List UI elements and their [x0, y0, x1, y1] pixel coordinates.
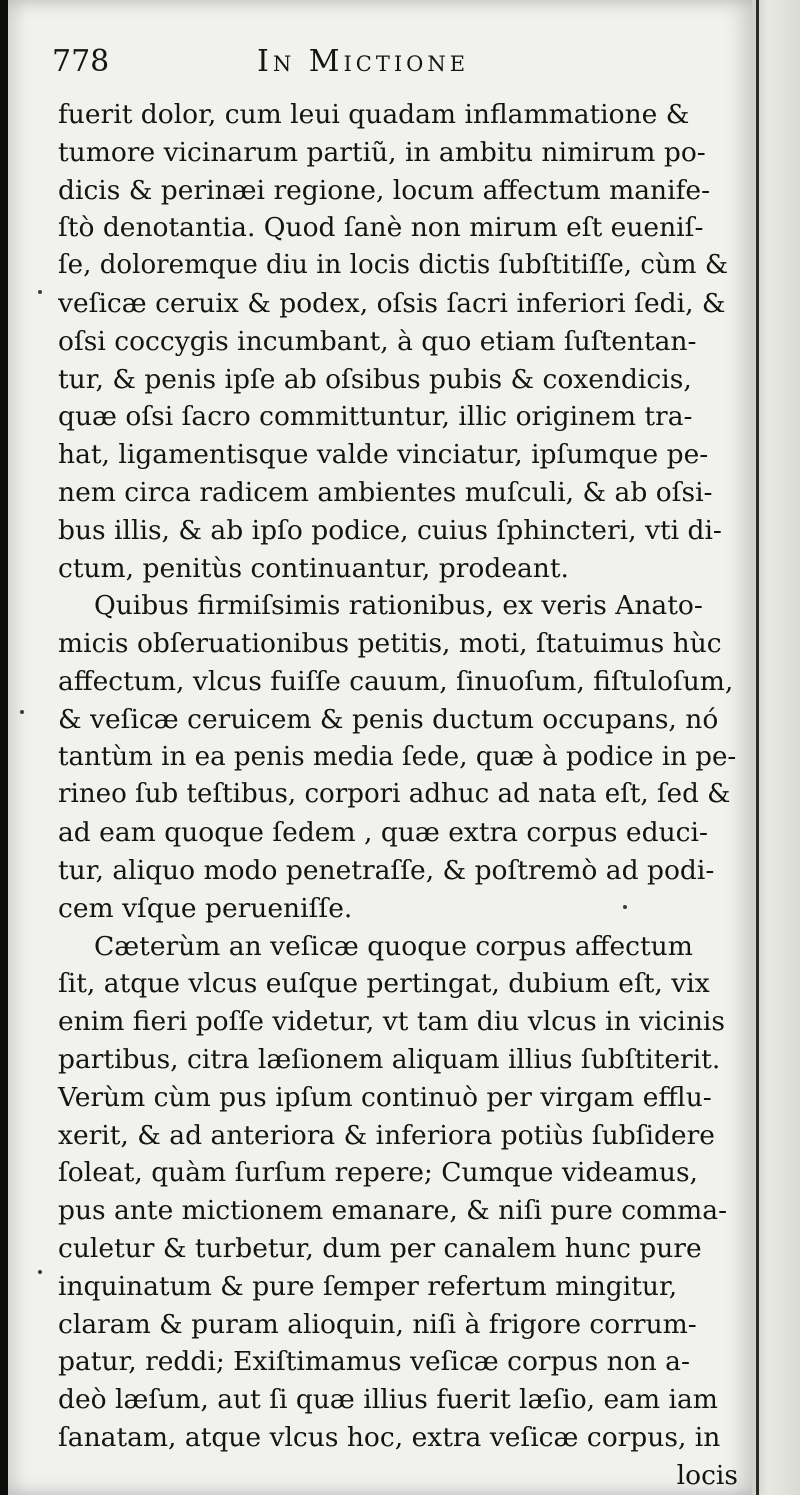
text-line: ſtò denotantia. Quod ſanè non mirum eſt eueniſ-	[58, 212, 704, 244]
text-line: culetur & turbetur, dum per canalem hunc pure	[58, 1232, 702, 1264]
text-line: tantùm in ea penis media ſede, quæ à podice in pe-	[58, 741, 737, 772]
text-line: bus illis, & ab ipſo podice, cuius ſphincteri, vti di-	[58, 514, 722, 546]
text-line: ſe, doloremque diu in locis dictis ſubſtitiſſe, cùm &	[58, 250, 729, 281]
text-line: nem circa radicem ambientes muſculi, & ab oſsi-	[58, 476, 713, 508]
page-gutter-line	[756, 0, 759, 1495]
catchword: locis	[676, 1459, 738, 1491]
ink-speck	[38, 1270, 42, 1274]
text-line: veſicæ ceruix & podex, oſsis ſacri inferiori ſedi, &	[58, 287, 726, 319]
page-header	[52, 44, 742, 84]
text-line: & veſicæ ceruicem & penis ductum occupans, nó	[58, 703, 719, 735]
text-line: rineo ſub teſtibus, corpori adhuc ad nata eſt, ſed &	[58, 779, 731, 810]
text-line: dicis & perinæi regione, locum affectum manife-	[58, 174, 711, 206]
body-text	[58, 96, 738, 1494]
text-line: pus ante mictionem emanare, & niſi pure comma-	[58, 1195, 728, 1227]
text-line: Verùm cùm pus ipſum continuò per virgam efflu-	[58, 1081, 712, 1113]
text-line: ſanatam, atque vlcus hoc, extra veſicæ corpus, in	[58, 1421, 721, 1453]
text-line: xerit, & ad anteriora & inferiora potiùs ſubſidere	[58, 1119, 715, 1151]
text-line: ctum, penitùs continuantur, prodeant.	[58, 552, 569, 584]
adjacent-page-edge	[752, 0, 800, 1495]
text-line: cem vſque perueniſſe.	[58, 892, 353, 924]
text-line: ſit, atque vlcus euſque pertingat, dubium eſt, vix	[58, 968, 710, 1000]
ink-speck	[20, 710, 24, 714]
text-line: tumore vicinarum partiũ, in ambitu nimirum po-	[58, 136, 706, 168]
page-number: 778	[52, 44, 110, 79]
text-line: tur, aliquo modo penetraſſe, & poſtremò ad podi-	[58, 854, 715, 886]
running-head: In Mictione	[257, 44, 470, 79]
text-line: quæ oſsi ſacro committuntur, illic originem tra-	[58, 401, 693, 433]
text-line: fuerit dolor, cum leui quadam inflammatione &	[58, 99, 690, 130]
ink-speck	[38, 290, 42, 294]
text-line: micis obſeruationibus petitis, moti, ſtatuimus hùc	[58, 628, 722, 660]
text-line: oſsi coccygis incumbant, à quo etiam ſuſtentan-	[58, 325, 697, 357]
text-line: partibus, citra læſionem aliquam illius ſubſtiterit.	[58, 1043, 721, 1075]
text-line: hat, ligamentisque valde vinciatur, ipſumque pe-	[58, 439, 709, 471]
text-line: enim fieri poſſe videtur, vt tam diu vlcus in vicinis	[58, 1006, 725, 1038]
text-line: tur, & penis ipſe ab oſsibus pubis & coxendicis,	[58, 363, 692, 395]
text-line: inquinatum & pure ſemper refertum mingitur,	[58, 1270, 678, 1302]
text-line: deò læſum, aut ſi quæ illius fuerit læſio, eam iam	[58, 1384, 718, 1416]
paragraph-start-line: Quibus firmiſsimis rationibus, ex veris Anato-	[94, 590, 703, 622]
text-line: ad eam quoque ſedem , quæ extra corpus educi-	[58, 817, 708, 849]
text-line: claram & puram alioquin, niſi à frigore corrum-	[58, 1308, 697, 1340]
paragraph-start-line: Cæterùm an veſicæ quoque corpus affectum	[94, 930, 693, 962]
text-line: ſoleat, quàm ſurſum repere; Cumque videamus,	[58, 1157, 698, 1189]
text-line: patur, reddi; Exiſtimamus veſicæ corpus non a-	[58, 1346, 690, 1378]
text-line: affectum, vlcus fuiſſe cauum, ſinuoſum, fiſtuloſum,	[58, 665, 734, 697]
